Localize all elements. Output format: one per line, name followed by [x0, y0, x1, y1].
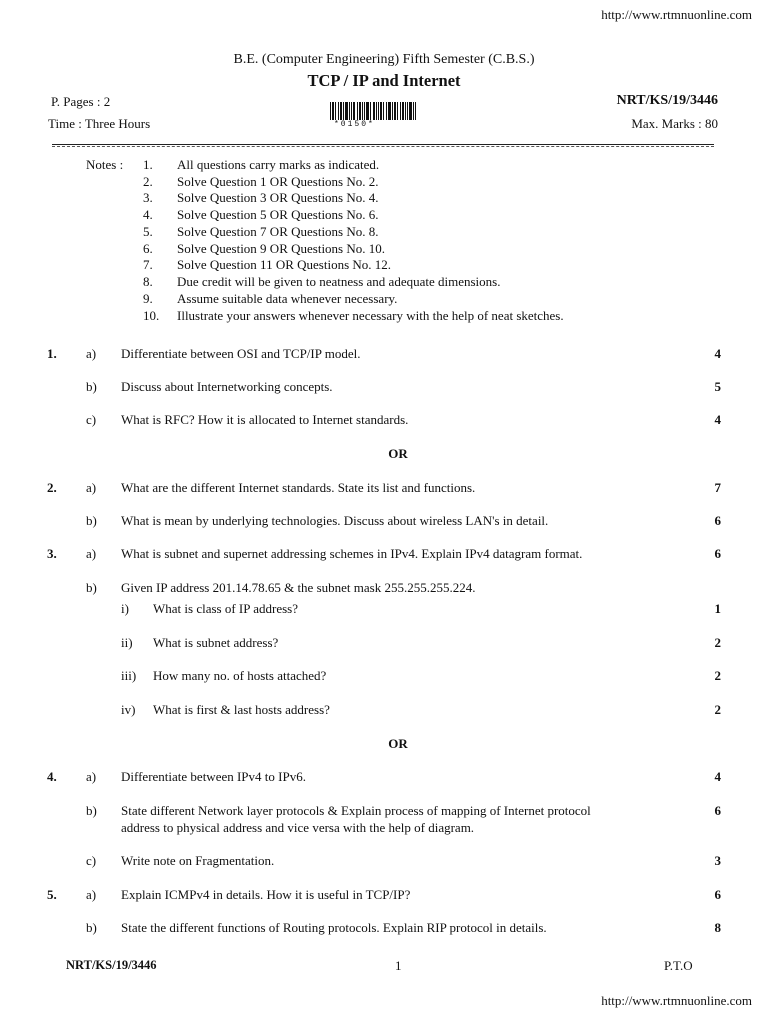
question-marks: 2 [714, 668, 721, 683]
barcode-image [330, 102, 416, 120]
question-part-label: a) [86, 887, 97, 902]
question-text: What is subnet and supernet addressing schemes in IPv4. Explain IPv4 datagram format. [121, 546, 583, 561]
question-part-label: b) [86, 803, 97, 818]
footer-page-number: 1 [395, 958, 402, 973]
notes-label: Notes : [86, 157, 124, 172]
subquestion-text: What is class of IP address? [153, 601, 299, 616]
page-count: P. Pages : 2 [51, 94, 111, 109]
subquestion-text: What is subnet address? [153, 635, 279, 650]
question-marks: 2 [714, 702, 721, 717]
question-text: Differentiate between OSI and TCP/IP model. [121, 346, 361, 361]
question-marks: 4 [714, 412, 721, 427]
question-marks: 3 [714, 853, 721, 868]
note-text: Assume suitable data whenever necessary. [177, 291, 398, 306]
question-marks: 6 [714, 887, 721, 902]
note-number: 5. [143, 224, 153, 239]
question-number: 2. [47, 480, 57, 495]
note-text: Solve Question 5 OR Questions No. 6. [177, 207, 379, 222]
question-number: 1. [47, 346, 57, 361]
paper-code: NRT/KS/19/3446 [616, 93, 718, 108]
question-text: What are the different Internet standards. State its list and functions. [121, 480, 476, 495]
question-marks: 6 [714, 513, 721, 528]
question-marks: 1 [714, 601, 721, 616]
question-text: State the different functions of Routing protocols. Explain RIP protocol in details. [121, 920, 547, 935]
note-text: Due credit will be given to neatness and adequate dimensions. [177, 274, 501, 289]
top-url-link[interactable]: http://www.rtmnuonline.com [601, 7, 752, 22]
note-number: 6. [143, 241, 153, 256]
barcode-number: *0150* [334, 120, 375, 129]
question-marks: 6 [714, 803, 721, 818]
bottom-url-link[interactable]: http://www.rtmnuonline.com [601, 993, 752, 1008]
question-marks: 2 [714, 635, 721, 650]
question-part-label: a) [86, 346, 97, 361]
question-marks: 7 [714, 480, 721, 495]
note-number: 9. [143, 291, 153, 306]
question-part-label: b) [86, 513, 97, 528]
question-marks: 8 [714, 920, 721, 935]
question-number: 4. [47, 769, 57, 784]
question-number: 5. [47, 887, 57, 902]
note-number: 8. [143, 274, 153, 289]
exam-time: Time : Three Hours [48, 116, 151, 131]
question-part-label: b) [86, 580, 97, 595]
note-number: 2. [143, 174, 153, 189]
question-text: Discuss about Internetworking concepts. [121, 379, 333, 394]
subquestion-label: i) [121, 601, 129, 616]
note-text: Solve Question 1 OR Questions No. 2. [177, 174, 379, 189]
note-number: 4. [143, 207, 153, 222]
subject-title: TCP / IP and Internet [307, 71, 461, 90]
footer-paper-code: NRT/KS/19/3446 [66, 958, 157, 972]
note-text: All questions carry marks as indicated. [177, 157, 380, 172]
note-text: Solve Question 9 OR Questions No. 10. [177, 241, 385, 256]
subquestion-label: iii) [121, 668, 137, 683]
question-text: What is RFC? How it is allocated to Internet standards. [121, 412, 409, 427]
question-text: Explain ICMPv4 in details. How it is useful in TCP/IP? [121, 887, 411, 902]
question-part-label: a) [86, 769, 97, 784]
subquestion-label: ii) [121, 635, 133, 650]
note-text: Solve Question 7 OR Questions No. 8. [177, 224, 379, 239]
note-number: 10. [143, 308, 160, 323]
note-text: Solve Question 3 OR Questions No. 4. [177, 190, 379, 205]
subquestion-text: How many no. of hosts attached? [153, 668, 327, 683]
header-divider-dashed [52, 146, 714, 147]
footer-pto: P.T.O [664, 958, 693, 973]
question-part-label: a) [86, 480, 97, 495]
note-text: Solve Question 11 OR Questions No. 12. [177, 257, 392, 272]
question-part-label: b) [86, 379, 97, 394]
question-part-label: b) [86, 920, 97, 935]
question-part-label: c) [86, 853, 97, 868]
question-marks: 6 [714, 546, 721, 561]
or-separator: OR [388, 446, 408, 461]
max-marks: Max. Marks : 80 [631, 116, 718, 131]
note-number: 7. [143, 257, 153, 272]
question-text: State different Network layer protocols & Explain process of mapping of Internet protocol [121, 803, 591, 818]
question-text-continued: address to physical address and vice versa with the help of diagram. [121, 820, 475, 835]
course-title: B.E. (Computer Engineering) Fifth Semester (C.B.S.) [233, 52, 535, 67]
question-marks: 5 [714, 379, 721, 394]
question-text: Given IP address 201.14.78.65 & the subnet mask 255.255.255.224. [121, 580, 476, 595]
question-marks: 4 [714, 346, 721, 361]
or-separator: OR [388, 736, 408, 751]
note-text: Illustrate your answers whenever necessary with the help of neat sketches. [177, 308, 564, 323]
question-text: What is mean by underlying technologies. Discuss about wireless LAN's in detail. [121, 513, 549, 528]
question-text: Differentiate between IPv4 to IPv6. [121, 769, 306, 784]
header-divider [52, 144, 714, 145]
question-text: Write note on Fragmentation. [121, 853, 275, 868]
question-marks: 4 [714, 769, 721, 784]
note-number: 1. [143, 157, 153, 172]
note-number: 3. [143, 190, 153, 205]
subquestion-text: What is first & last hosts address? [153, 702, 330, 717]
question-part-label: a) [86, 546, 97, 561]
question-part-label: c) [86, 412, 97, 427]
question-number: 3. [47, 546, 57, 561]
subquestion-label: iv) [121, 702, 136, 717]
